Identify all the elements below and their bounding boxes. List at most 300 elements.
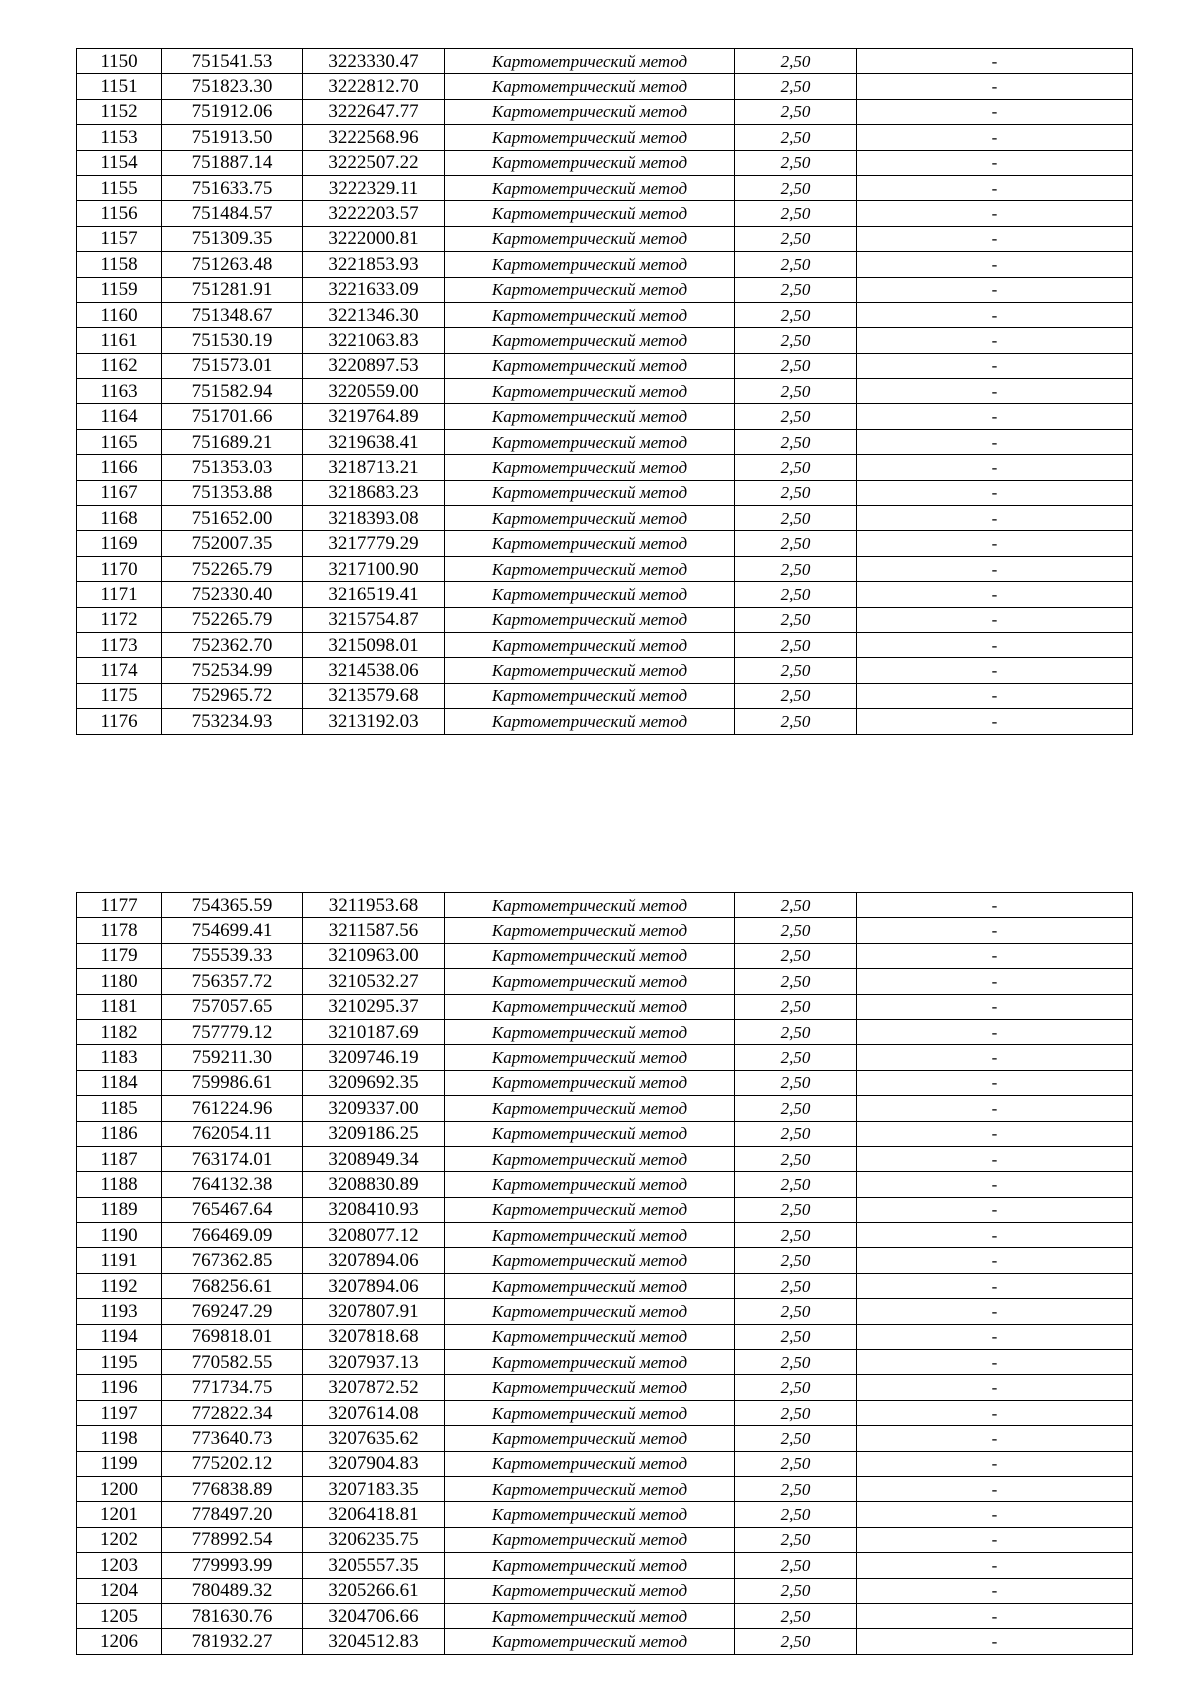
y-coordinate-cell: 3207872.52	[303, 1375, 445, 1400]
error-cell: 2,50	[735, 1476, 857, 1501]
x-coordinate-cell: 752265.79	[162, 556, 303, 581]
point-number-cell: 1167	[77, 480, 162, 505]
error-cell: 2,50	[735, 994, 857, 1019]
error-cell: 2,50	[735, 1400, 857, 1425]
method-cell: Картометрический метод	[445, 1502, 735, 1527]
point-number-cell: 1206	[77, 1629, 162, 1654]
point-number-cell: 1173	[77, 632, 162, 657]
point-number-cell: 1190	[77, 1223, 162, 1248]
point-number-cell: 1159	[77, 277, 162, 302]
y-coordinate-cell: 3208830.89	[303, 1172, 445, 1197]
error-cell: 2,50	[735, 1197, 857, 1222]
error-cell: 2,50	[735, 1096, 857, 1121]
error-cell: 2,50	[735, 1273, 857, 1298]
method-cell: Картометрический метод	[445, 918, 735, 943]
method-cell: Картометрический метод	[445, 1299, 735, 1324]
note-cell: -	[857, 1070, 1133, 1095]
point-number-cell: 1185	[77, 1096, 162, 1121]
note-cell: -	[857, 277, 1133, 302]
error-cell: 2,50	[735, 918, 857, 943]
point-number-cell: 1200	[77, 1476, 162, 1501]
note-cell: -	[857, 943, 1133, 968]
y-coordinate-cell: 3222647.77	[303, 99, 445, 124]
point-number-cell: 1203	[77, 1553, 162, 1578]
method-cell: Картометрический метод	[445, 277, 735, 302]
y-coordinate-cell: 3220559.00	[303, 379, 445, 404]
point-number-cell: 1196	[77, 1375, 162, 1400]
note-cell: -	[857, 1299, 1133, 1324]
method-cell: Картометрический метод	[445, 1375, 735, 1400]
note-cell: -	[857, 175, 1133, 200]
x-coordinate-cell: 781932.27	[162, 1629, 303, 1654]
table-row	[77, 1578, 1133, 1603]
y-coordinate-cell: 3217779.29	[303, 531, 445, 556]
y-coordinate-cell: 3209746.19	[303, 1045, 445, 1070]
error-cell: 2,50	[735, 969, 857, 994]
x-coordinate-cell: 751348.67	[162, 302, 303, 327]
y-coordinate-cell: 3209186.25	[303, 1121, 445, 1146]
table-row	[77, 226, 1133, 251]
table-row	[77, 582, 1133, 607]
x-coordinate-cell: 751263.48	[162, 252, 303, 277]
table-row	[77, 683, 1133, 708]
error-cell: 2,50	[735, 658, 857, 683]
method-cell: Картометрический метод	[445, 1019, 735, 1044]
point-number-cell: 1181	[77, 994, 162, 1019]
point-number-cell: 1157	[77, 226, 162, 251]
note-cell: -	[857, 1197, 1133, 1222]
y-coordinate-cell: 3208077.12	[303, 1223, 445, 1248]
point-number-cell: 1191	[77, 1248, 162, 1273]
table-row	[77, 1400, 1133, 1425]
error-cell: 2,50	[735, 531, 857, 556]
x-coordinate-cell: 779993.99	[162, 1553, 303, 1578]
x-coordinate-cell: 751530.19	[162, 328, 303, 353]
note-cell: -	[857, 1451, 1133, 1476]
error-cell: 2,50	[735, 125, 857, 150]
x-coordinate-cell: 752534.99	[162, 658, 303, 683]
error-cell: 2,50	[735, 632, 857, 657]
table-row	[77, 1476, 1133, 1501]
method-cell: Картометрический метод	[445, 480, 735, 505]
method-cell: Картометрический метод	[445, 1070, 735, 1095]
y-coordinate-cell: 3221853.93	[303, 252, 445, 277]
y-coordinate-cell: 3206235.75	[303, 1527, 445, 1552]
y-coordinate-cell: 3221346.30	[303, 302, 445, 327]
note-cell: -	[857, 969, 1133, 994]
x-coordinate-cell: 751887.14	[162, 150, 303, 175]
table-row	[77, 455, 1133, 480]
y-coordinate-cell: 3210295.37	[303, 994, 445, 1019]
note-cell: -	[857, 1273, 1133, 1298]
method-cell: Картометрический метод	[445, 1273, 735, 1298]
x-coordinate-cell: 781630.76	[162, 1603, 303, 1628]
method-cell: Картометрический метод	[445, 632, 735, 657]
x-coordinate-cell: 767362.85	[162, 1248, 303, 1273]
point-number-cell: 1188	[77, 1172, 162, 1197]
table-row	[77, 1070, 1133, 1095]
table-row	[77, 125, 1133, 150]
table-row	[77, 994, 1133, 1019]
note-cell: -	[857, 1375, 1133, 1400]
method-cell: Картометрический метод	[445, 506, 735, 531]
note-cell: -	[857, 74, 1133, 99]
point-number-cell: 1151	[77, 74, 162, 99]
table-row	[77, 1350, 1133, 1375]
y-coordinate-cell: 3204512.83	[303, 1629, 445, 1654]
note-cell: -	[857, 1578, 1133, 1603]
point-number-cell: 1175	[77, 683, 162, 708]
x-coordinate-cell: 773640.73	[162, 1426, 303, 1451]
y-coordinate-cell: 3207937.13	[303, 1350, 445, 1375]
point-number-cell: 1158	[77, 252, 162, 277]
x-coordinate-cell: 751541.53	[162, 49, 303, 74]
method-cell: Картометрический метод	[445, 379, 735, 404]
method-cell: Картометрический метод	[445, 252, 735, 277]
table-row	[77, 404, 1133, 429]
method-cell: Картометрический метод	[445, 353, 735, 378]
x-coordinate-cell: 771734.75	[162, 1375, 303, 1400]
point-number-cell: 1205	[77, 1603, 162, 1628]
error-cell: 2,50	[735, 480, 857, 505]
error-cell: 2,50	[735, 429, 857, 454]
note-cell: -	[857, 429, 1133, 454]
table-row	[77, 1248, 1133, 1273]
error-cell: 2,50	[735, 1223, 857, 1248]
x-coordinate-cell: 752265.79	[162, 607, 303, 632]
y-coordinate-cell: 3218393.08	[303, 506, 445, 531]
y-coordinate-cell: 3222203.57	[303, 201, 445, 226]
table-row	[77, 1146, 1133, 1171]
point-number-cell: 1177	[77, 893, 162, 918]
x-coordinate-cell: 751652.00	[162, 506, 303, 531]
error-cell: 2,50	[735, 455, 857, 480]
method-cell: Картометрический метод	[445, 994, 735, 1019]
point-number-cell: 1162	[77, 353, 162, 378]
point-number-cell: 1155	[77, 175, 162, 200]
y-coordinate-cell: 3223330.47	[303, 49, 445, 74]
method-cell: Картометрический метод	[445, 1603, 735, 1628]
error-cell: 2,50	[735, 328, 857, 353]
table-row	[77, 969, 1133, 994]
error-cell: 2,50	[735, 683, 857, 708]
point-number-cell: 1183	[77, 1045, 162, 1070]
y-coordinate-cell: 3207904.83	[303, 1451, 445, 1476]
point-number-cell: 1201	[77, 1502, 162, 1527]
y-coordinate-cell: 3207183.35	[303, 1476, 445, 1501]
error-cell: 2,50	[735, 893, 857, 918]
note-cell: -	[857, 1223, 1133, 1248]
coordinates-table-top	[76, 48, 1133, 735]
error-cell: 2,50	[735, 1350, 857, 1375]
table-row	[77, 328, 1133, 353]
method-cell: Картометрический метод	[445, 1248, 735, 1273]
error-cell: 2,50	[735, 99, 857, 124]
x-coordinate-cell: 766469.09	[162, 1223, 303, 1248]
x-coordinate-cell: 751701.66	[162, 404, 303, 429]
y-coordinate-cell: 3222812.70	[303, 74, 445, 99]
point-number-cell: 1154	[77, 150, 162, 175]
error-cell: 2,50	[735, 74, 857, 99]
point-number-cell: 1182	[77, 1019, 162, 1044]
note-cell: -	[857, 506, 1133, 531]
method-cell: Картометрический метод	[445, 556, 735, 581]
table-row	[77, 252, 1133, 277]
x-coordinate-cell: 751573.01	[162, 353, 303, 378]
error-cell: 2,50	[735, 1502, 857, 1527]
y-coordinate-cell: 3207894.06	[303, 1248, 445, 1273]
table-row	[77, 658, 1133, 683]
y-coordinate-cell: 3208410.93	[303, 1197, 445, 1222]
point-number-cell: 1165	[77, 429, 162, 454]
note-cell: -	[857, 556, 1133, 581]
method-cell: Картометрический метод	[445, 709, 735, 734]
point-number-cell: 1180	[77, 969, 162, 994]
point-number-cell: 1168	[77, 506, 162, 531]
y-coordinate-cell: 3222507.22	[303, 150, 445, 175]
note-cell: -	[857, 480, 1133, 505]
table-row	[77, 709, 1133, 734]
y-coordinate-cell: 3213192.03	[303, 709, 445, 734]
y-coordinate-cell: 3220897.53	[303, 353, 445, 378]
point-number-cell: 1179	[77, 943, 162, 968]
table-row	[77, 302, 1133, 327]
table-row	[77, 531, 1133, 556]
point-number-cell: 1164	[77, 404, 162, 429]
table-row	[77, 74, 1133, 99]
table-row	[77, 201, 1133, 226]
error-cell: 2,50	[735, 556, 857, 581]
x-coordinate-cell: 757057.65	[162, 994, 303, 1019]
method-cell: Картометрический метод	[445, 1172, 735, 1197]
point-number-cell: 1176	[77, 709, 162, 734]
point-number-cell: 1202	[77, 1527, 162, 1552]
x-coordinate-cell: 755539.33	[162, 943, 303, 968]
point-number-cell: 1186	[77, 1121, 162, 1146]
note-cell: -	[857, 709, 1133, 734]
method-cell: Картометрический метод	[445, 1121, 735, 1146]
error-cell: 2,50	[735, 1426, 857, 1451]
note-cell: -	[857, 607, 1133, 632]
error-cell: 2,50	[735, 1375, 857, 1400]
error-cell: 2,50	[735, 302, 857, 327]
table-row	[77, 632, 1133, 657]
note-cell: -	[857, 683, 1133, 708]
note-cell: -	[857, 1019, 1133, 1044]
y-coordinate-cell: 3214538.06	[303, 658, 445, 683]
note-cell: -	[857, 1603, 1133, 1628]
note-cell: -	[857, 404, 1133, 429]
x-coordinate-cell: 754699.41	[162, 918, 303, 943]
table-row	[77, 480, 1133, 505]
table-row	[77, 1375, 1133, 1400]
x-coordinate-cell: 778992.54	[162, 1527, 303, 1552]
y-coordinate-cell: 3207807.91	[303, 1299, 445, 1324]
note-cell: -	[857, 1553, 1133, 1578]
table-row	[77, 175, 1133, 200]
y-coordinate-cell: 3206418.81	[303, 1502, 445, 1527]
error-cell: 2,50	[735, 150, 857, 175]
point-number-cell: 1161	[77, 328, 162, 353]
error-cell: 2,50	[735, 709, 857, 734]
error-cell: 2,50	[735, 1172, 857, 1197]
note-cell: -	[857, 455, 1133, 480]
point-number-cell: 1153	[77, 125, 162, 150]
x-coordinate-cell: 759986.61	[162, 1070, 303, 1095]
table-row	[77, 99, 1133, 124]
point-number-cell: 1156	[77, 201, 162, 226]
x-coordinate-cell: 759211.30	[162, 1045, 303, 1070]
x-coordinate-cell: 751353.03	[162, 455, 303, 480]
point-number-cell: 1193	[77, 1299, 162, 1324]
method-cell: Картометрический метод	[445, 404, 735, 429]
x-coordinate-cell: 751912.06	[162, 99, 303, 124]
x-coordinate-cell: 776838.89	[162, 1476, 303, 1501]
method-cell: Картометрический метод	[445, 943, 735, 968]
error-cell: 2,50	[735, 1451, 857, 1476]
error-cell: 2,50	[735, 607, 857, 632]
table-row	[77, 943, 1133, 968]
point-number-cell: 1189	[77, 1197, 162, 1222]
y-coordinate-cell: 3209692.35	[303, 1070, 445, 1095]
x-coordinate-cell: 762054.11	[162, 1121, 303, 1146]
error-cell: 2,50	[735, 1553, 857, 1578]
point-number-cell: 1169	[77, 531, 162, 556]
error-cell: 2,50	[735, 943, 857, 968]
x-coordinate-cell: 765467.64	[162, 1197, 303, 1222]
table-row	[77, 277, 1133, 302]
y-coordinate-cell: 3221633.09	[303, 277, 445, 302]
method-cell: Картометрический метод	[445, 1146, 735, 1171]
y-coordinate-cell: 3218683.23	[303, 480, 445, 505]
note-cell: -	[857, 1045, 1133, 1070]
table-row	[77, 607, 1133, 632]
error-cell: 2,50	[735, 506, 857, 531]
note-cell: -	[857, 1629, 1133, 1654]
table-row	[77, 918, 1133, 943]
note-cell: -	[857, 893, 1133, 918]
note-cell: -	[857, 1400, 1133, 1425]
y-coordinate-cell: 3216519.41	[303, 582, 445, 607]
note-cell: -	[857, 302, 1133, 327]
y-coordinate-cell: 3207894.06	[303, 1273, 445, 1298]
error-cell: 2,50	[735, 1603, 857, 1628]
method-cell: Картометрический метод	[445, 201, 735, 226]
method-cell: Картометрический метод	[445, 683, 735, 708]
note-cell: -	[857, 1121, 1133, 1146]
table-row	[77, 379, 1133, 404]
coordinates-table-bottom	[76, 892, 1133, 1655]
x-coordinate-cell: 752965.72	[162, 683, 303, 708]
method-cell: Картометрический метод	[445, 328, 735, 353]
x-coordinate-cell: 752362.70	[162, 632, 303, 657]
note-cell: -	[857, 226, 1133, 251]
y-coordinate-cell: 3210963.00	[303, 943, 445, 968]
x-coordinate-cell: 756357.72	[162, 969, 303, 994]
x-coordinate-cell: 753234.93	[162, 709, 303, 734]
y-coordinate-cell: 3215098.01	[303, 632, 445, 657]
table-row	[77, 1019, 1133, 1044]
y-coordinate-cell: 3210187.69	[303, 1019, 445, 1044]
y-coordinate-cell: 3208949.34	[303, 1146, 445, 1171]
point-number-cell: 1184	[77, 1070, 162, 1095]
point-number-cell: 1172	[77, 607, 162, 632]
point-number-cell: 1187	[77, 1146, 162, 1171]
table-row	[77, 1451, 1133, 1476]
table-row	[77, 893, 1133, 918]
method-cell: Картометрический метод	[445, 1045, 735, 1070]
method-cell: Картометрический метод	[445, 455, 735, 480]
note-cell: -	[857, 252, 1133, 277]
method-cell: Картометрический метод	[445, 607, 735, 632]
y-coordinate-cell: 3210532.27	[303, 969, 445, 994]
point-number-cell: 1204	[77, 1578, 162, 1603]
table-row	[77, 1299, 1133, 1324]
y-coordinate-cell: 3204706.66	[303, 1603, 445, 1628]
point-number-cell: 1192	[77, 1273, 162, 1298]
method-cell: Картометрический метод	[445, 226, 735, 251]
table-row	[77, 1096, 1133, 1121]
table-row	[77, 1527, 1133, 1552]
note-cell: -	[857, 658, 1133, 683]
y-coordinate-cell: 3222329.11	[303, 175, 445, 200]
method-cell: Картометрический метод	[445, 175, 735, 200]
method-cell: Картометрический метод	[445, 302, 735, 327]
note-cell: -	[857, 1476, 1133, 1501]
error-cell: 2,50	[735, 175, 857, 200]
error-cell: 2,50	[735, 277, 857, 302]
y-coordinate-cell: 3211953.68	[303, 893, 445, 918]
error-cell: 2,50	[735, 1629, 857, 1654]
point-number-cell: 1199	[77, 1451, 162, 1476]
x-coordinate-cell: 768256.61	[162, 1273, 303, 1298]
table-row	[77, 1273, 1133, 1298]
error-cell: 2,50	[735, 201, 857, 226]
point-number-cell: 1170	[77, 556, 162, 581]
method-cell: Картометрический метод	[445, 49, 735, 74]
table-row	[77, 1426, 1133, 1451]
note-cell: -	[857, 99, 1133, 124]
method-cell: Картометрический метод	[445, 1527, 735, 1552]
note-cell: -	[857, 125, 1133, 150]
note-cell: -	[857, 1172, 1133, 1197]
method-cell: Картометрический метод	[445, 893, 735, 918]
table-row	[77, 429, 1133, 454]
x-coordinate-cell: 752330.40	[162, 582, 303, 607]
point-number-cell: 1174	[77, 658, 162, 683]
table-row	[77, 1223, 1133, 1248]
note-cell: -	[857, 632, 1133, 657]
table-row	[77, 1045, 1133, 1070]
table-row	[77, 1629, 1133, 1654]
note-cell: -	[857, 353, 1133, 378]
x-coordinate-cell: 751823.30	[162, 74, 303, 99]
error-cell: 2,50	[735, 1299, 857, 1324]
method-cell: Картометрический метод	[445, 969, 735, 994]
table-row	[77, 556, 1133, 581]
x-coordinate-cell: 751353.88	[162, 480, 303, 505]
note-cell: -	[857, 1096, 1133, 1121]
error-cell: 2,50	[735, 1070, 857, 1095]
y-coordinate-cell: 3209337.00	[303, 1096, 445, 1121]
note-cell: -	[857, 328, 1133, 353]
point-number-cell: 1195	[77, 1350, 162, 1375]
note-cell: -	[857, 1502, 1133, 1527]
x-coordinate-cell: 769818.01	[162, 1324, 303, 1349]
table-row	[77, 1553, 1133, 1578]
note-cell: -	[857, 918, 1133, 943]
y-coordinate-cell: 3205557.35	[303, 1553, 445, 1578]
